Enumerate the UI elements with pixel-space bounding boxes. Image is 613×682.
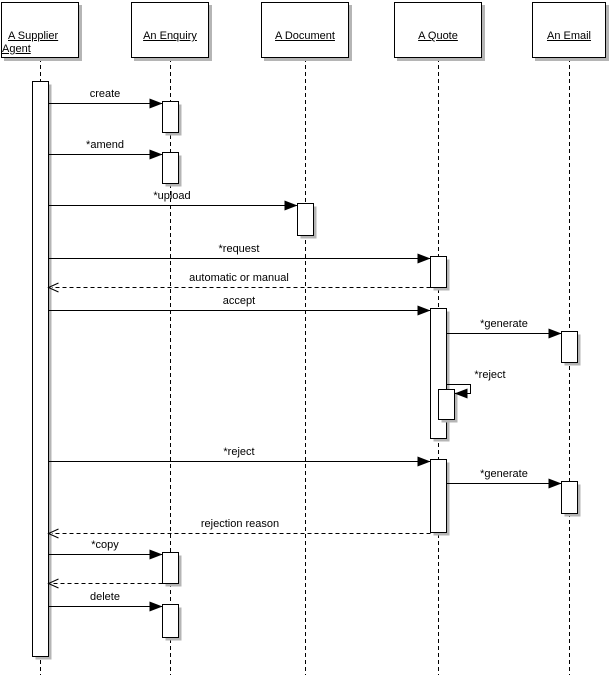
activation-document-upload bbox=[298, 204, 317, 239]
message-return-unlabeled bbox=[49, 579, 163, 588]
message-label-generate-2: *generate bbox=[480, 468, 528, 480]
arrowhead-amend bbox=[150, 150, 163, 160]
message-label-upload: *upload bbox=[153, 190, 191, 202]
arrowhead-create bbox=[150, 99, 163, 109]
message-label-generate-1: *generate bbox=[480, 318, 528, 330]
activation-enquiry-amend bbox=[163, 153, 182, 187]
arrowhead-reject bbox=[418, 457, 431, 467]
actor-name-supplier-agent-line2: Agent bbox=[2, 43, 31, 55]
message-label-create: create bbox=[89, 88, 121, 100]
arrowhead-generate-1 bbox=[549, 329, 562, 339]
lifeline-head-enquiry bbox=[131, 2, 209, 58]
lifeline-head-quote bbox=[394, 2, 482, 58]
activation-enquiry-copy bbox=[163, 553, 182, 587]
lifeline-head-document bbox=[261, 2, 349, 58]
activation-quote-reject bbox=[431, 460, 450, 536]
message-label-rejection-reason: rejection reason bbox=[200, 518, 280, 530]
activation-enquiry-create bbox=[163, 102, 182, 136]
activation-enquiry-delete bbox=[163, 605, 182, 641]
message-label-accept: accept bbox=[222, 295, 256, 307]
message-label-amend: *amend bbox=[86, 139, 124, 151]
activation-email-generate-2 bbox=[562, 482, 581, 517]
activation-quote-reject-self bbox=[439, 390, 458, 423]
activation-supplier-agent bbox=[33, 82, 52, 660]
actor-name-document: A Document bbox=[275, 30, 335, 42]
arrowhead-generate-2 bbox=[549, 479, 562, 489]
message-label-reject: *reject bbox=[223, 446, 255, 458]
arrowhead-accept bbox=[418, 306, 431, 316]
message-label-delete: delete bbox=[90, 591, 120, 603]
message-label-request: *request bbox=[218, 243, 260, 255]
arrowhead-upload bbox=[285, 201, 298, 211]
message-label-reject-self: *reject bbox=[474, 369, 506, 381]
activation-email-generate-1 bbox=[562, 332, 581, 366]
activation-quote-request bbox=[431, 257, 450, 291]
message-label-automatic-or-manual: automatic or manual bbox=[189, 272, 289, 284]
arrowhead-copy bbox=[150, 550, 163, 560]
lifeline-head-email bbox=[532, 2, 606, 58]
message-label-copy: *copy bbox=[91, 539, 119, 551]
actor-name-email: An Email bbox=[546, 30, 592, 42]
arrowhead-delete bbox=[150, 602, 163, 612]
arrowhead-request bbox=[418, 254, 431, 264]
actor-name-supplier-agent-line1: A Supplier bbox=[8, 30, 59, 42]
actor-name-enquiry: An Enquiry bbox=[143, 30, 197, 42]
actor-name-quote: A Quote bbox=[418, 30, 458, 42]
lifeline-head-supplier-agent bbox=[1, 2, 79, 58]
